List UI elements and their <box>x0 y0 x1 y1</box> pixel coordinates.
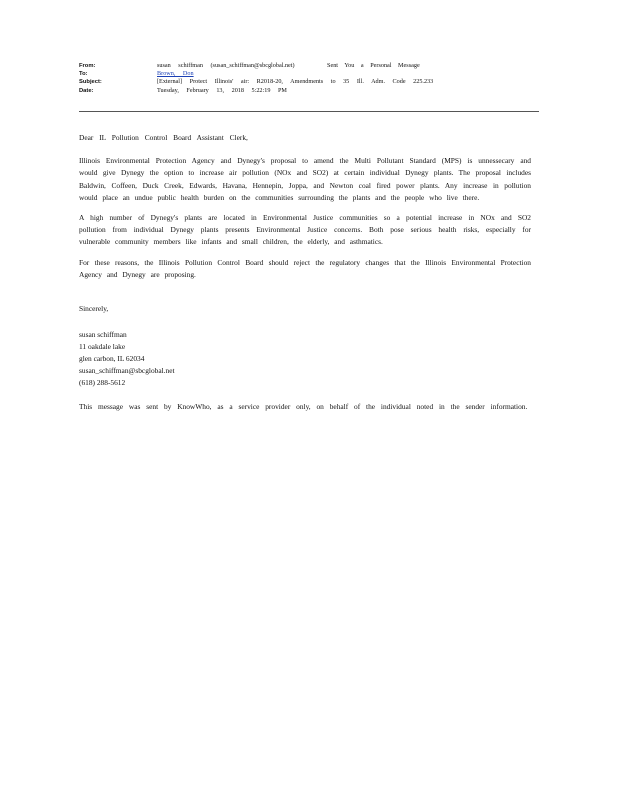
date-value: Tuesday, February 13, 2018 5:22:19 PM <box>157 86 287 94</box>
letter-body <box>79 132 531 421</box>
to-label: To: <box>79 71 88 78</box>
paragraph-2: A high number of Dynegy's plants are located in Environmental Justice communities so a potential increase in NOx and SO2 pollution from individual Dynegy plants presents Environmental Justice concerns. Both pose serious health risks, especially for vulnerable community members like infants and small children, the elderly, and asthmatics. <box>79 213 531 247</box>
signature-phone: (618) 288-5612 <box>79 378 126 388</box>
signature-email: susan_schiffman@sbcglobal.net <box>79 366 175 376</box>
from-row <box>79 62 539 70</box>
sent-note: Sent You a Personal Message <box>327 62 420 69</box>
signature-block <box>79 329 531 389</box>
to-recipient-link[interactable]: Brown, Don <box>157 70 194 78</box>
footer-note: This message was sent by KnowWho, as a service provider only, on behalf of the individual noted in the sender information. <box>79 402 528 412</box>
signature-city: glen carbon, IL 62034 <box>79 354 145 364</box>
subject-label: Subject: <box>79 79 102 86</box>
from-value: susan schiffman (susan_schiffman@sbcglobal.net) <box>157 62 295 69</box>
from-label: From: <box>79 63 96 69</box>
signature-name: susan schiffman <box>79 330 127 340</box>
subject-row <box>79 78 539 86</box>
subject-value: [External] Protect Illinois' air: R2018-20, Amendments to 35 Ill. Adm. Code 225.233 <box>157 78 434 86</box>
salutation: Dear IL Pollution Control Board Assistant Clerk, <box>79 133 248 142</box>
email-header <box>79 62 539 95</box>
closing: Sincerely, <box>79 304 109 314</box>
paragraph-1: Illinois Environmental Protection Agency and Dynegy's proposal to amend the Multi Pollutant Standard (MPS) is unnessecary and would give Dynegy the option to increase air pollution (NOx and SO2) at certain individual Dynegy plants. The proposal includes Baldwin, Coffeen, Duck Creek, Edwards, Havana, Hennepin, Joppa, and Newton coal fired power plants. Any increase in pollution would place an undue public health burden on the communities surrounding the plants and the people who live there. <box>79 156 531 202</box>
date-label: Date: <box>79 87 94 94</box>
to-row <box>79 70 539 78</box>
date-row <box>79 87 539 95</box>
paragraph-3: For these reasons, the Illinois Pollution Control Board should reject the regulatory changes that the Illinois Environmental Protection Agency and Dynegy are proposing. <box>79 257 531 279</box>
header-divider <box>79 111 539 112</box>
signature-street: 11 oakdale lake <box>79 342 126 352</box>
